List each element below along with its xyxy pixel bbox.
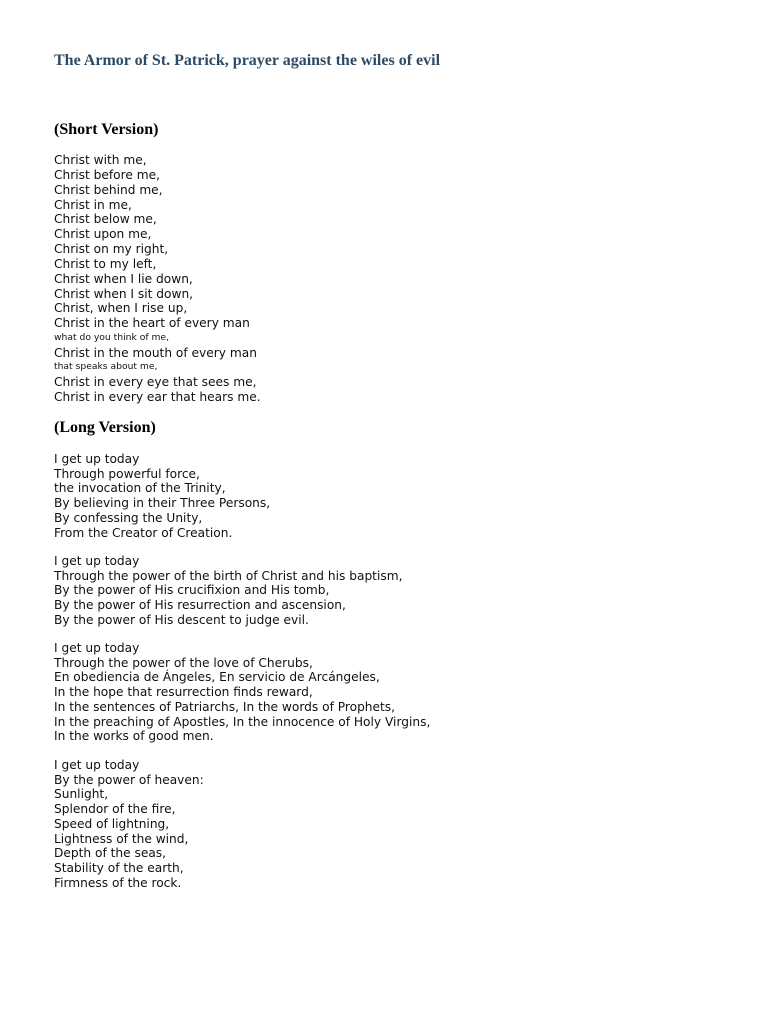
verse-line: what do you think of me,	[54, 332, 170, 344]
verse-line: Christ below me,	[54, 212, 157, 227]
verse-line: Firmness of the rock.	[54, 875, 182, 890]
verse-line: Sunlight,	[54, 787, 109, 802]
verse-line: Christ upon me,	[54, 227, 152, 242]
verse-line: Christ in the heart of every man	[54, 316, 250, 331]
verse-line: By the power of heaven:	[54, 772, 204, 787]
verse-line: Christ when I lie down,	[54, 271, 193, 286]
verse-line: Speed of lightning,	[54, 816, 170, 831]
verse-line: Lightness of the wind,	[54, 831, 189, 846]
verse-line: In the hope that resurrection finds reward,	[54, 685, 313, 700]
verse-line: Christ when I sit down,	[54, 286, 194, 301]
long-version-heading: (Long Version)	[54, 419, 156, 436]
verse-line: By the power of His crucifixion and His tomb,	[54, 583, 330, 598]
document-title: The Armor of St. Patrick, prayer against the wiles of evil	[54, 52, 441, 69]
verse-line: In the sentences of Patriarchs, In the words of Prophets,	[54, 699, 396, 714]
verse-line: Christ to my left,	[54, 256, 157, 271]
verse-line: I get up today	[54, 554, 140, 568]
verse-line: By believing in their Three Persons,	[54, 496, 271, 511]
verse-line: Through the power of the love of Cherubs,	[54, 655, 313, 670]
verse-line: I get up today	[54, 641, 140, 655]
long-version-stanza	[54, 641, 430, 744]
verse-line: Splendor of the fire,	[54, 802, 176, 817]
verse-line: En obediencia de Ángeles, En servicio de Arcángeles,	[54, 670, 380, 685]
verse-line: I get up today	[54, 452, 140, 466]
verse-line: Depth of the seas,	[54, 846, 167, 861]
verse-line: Christ behind me,	[54, 182, 163, 197]
long-version-stanza	[54, 758, 204, 890]
verse-line: Through the power of the birth of Christ and his baptism,	[54, 568, 403, 583]
verse-line: By confessing the Unity,	[54, 510, 203, 525]
verse-line: that speaks about me,	[54, 361, 158, 373]
long-version-stanza	[54, 554, 402, 628]
verse-line: In the preaching of Apostles, In the innocence of Holy Virgins,	[54, 714, 431, 729]
verse-line: Through powerful force,	[54, 466, 200, 481]
verse-line: Christ before me,	[54, 167, 160, 182]
verse-line: In the works of good men.	[54, 729, 214, 744]
verse-line: Christ in every eye that sees me,	[54, 374, 257, 389]
verse-line: Christ in the mouth of every man	[54, 345, 257, 360]
short-version-verse	[54, 153, 261, 405]
long-version-stanza	[54, 452, 270, 540]
verse-line: Stability of the earth,	[54, 860, 184, 875]
verse-line: Christ on my right,	[54, 242, 169, 257]
verse-line: the invocation of the Trinity,	[54, 481, 226, 496]
verse-line: I get up today	[54, 758, 140, 772]
short-version-heading: (Short Version)	[54, 121, 159, 138]
verse-line: Christ in me,	[54, 197, 132, 212]
verse-line: By the power of His resurrection and ascension,	[54, 598, 346, 613]
verse-line: Christ, when I rise up,	[54, 301, 188, 316]
verse-line: Christ in every ear that hears me.	[54, 389, 261, 404]
verse-line: Christ with me,	[54, 153, 147, 167]
verse-line: From the Creator of Creation.	[54, 525, 233, 540]
verse-line: By the power of His descent to judge evil.	[54, 612, 309, 627]
